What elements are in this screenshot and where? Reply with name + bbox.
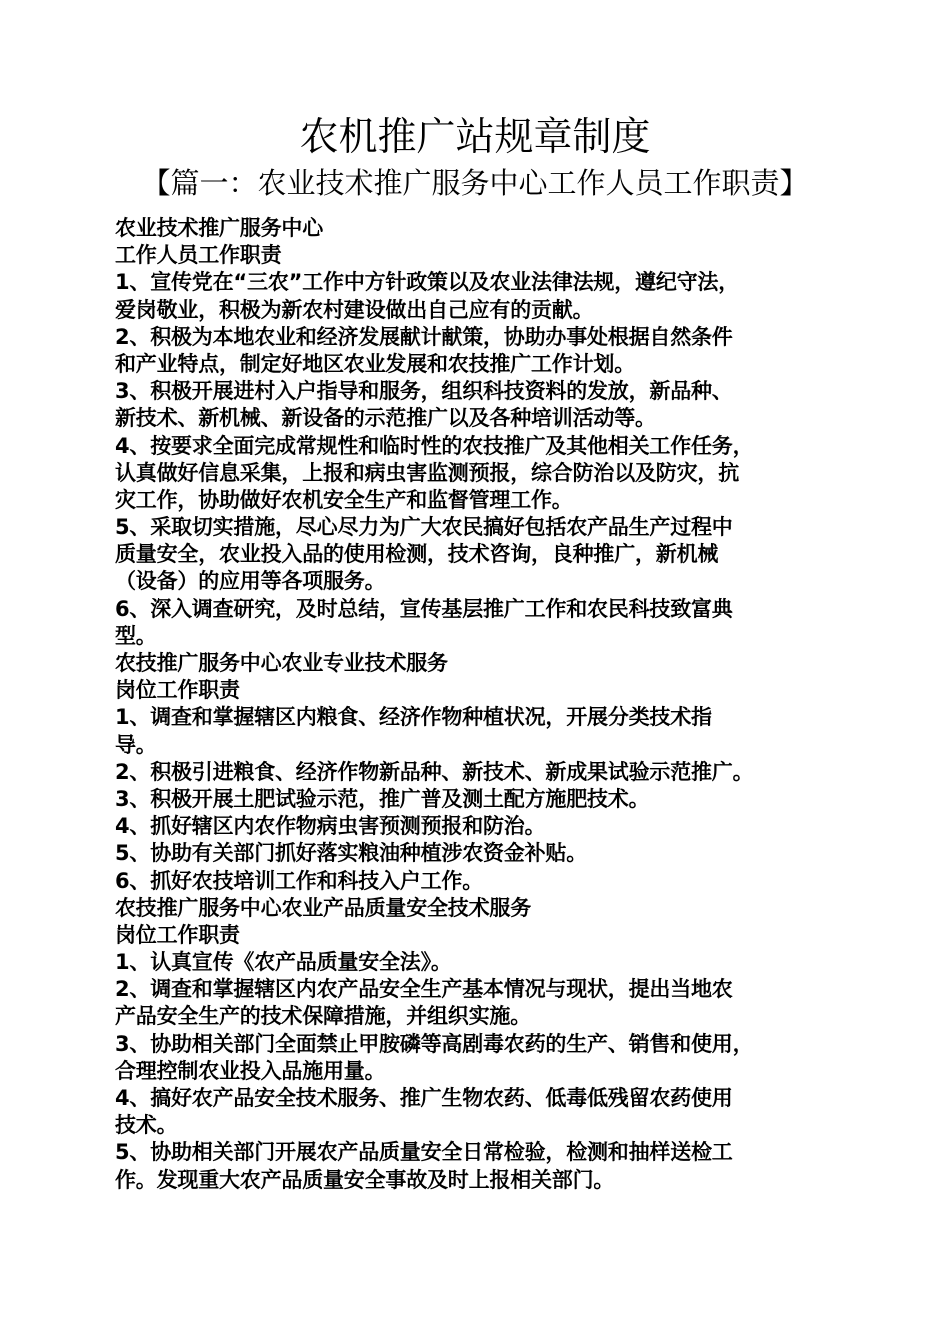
text-line: 技术。 xyxy=(115,1113,178,1138)
text-line: 3、积极开展进村入户指导和服务，组织科技资料的发放，新品种、 xyxy=(115,379,733,404)
text-line: 1、宣传党在“三农”工作中方针政策以及农业法律法规，遵纪守法， xyxy=(115,270,740,295)
text-line: 5、采取切实措施，尽心尽力为广大农民搞好包括农产品生产过程中 xyxy=(115,515,733,540)
text-line: 5、协助有关部门抓好落实粮油种植涉农资金补贴。 xyxy=(115,841,588,866)
text-line: 导。 xyxy=(115,732,157,757)
text-line: 5、协助相关部门开展农产品质量安全日常检验，检测和抽样送检工 xyxy=(115,1140,733,1165)
text-line: 2、调查和掌握辖区内农产品安全生产基本情况与现状，提出当地农 xyxy=(115,977,733,1002)
text-line: 灾工作，协助做好农机安全生产和监督管理工作。 xyxy=(115,487,573,512)
text-line: 和产业特点，制定好地区农业发展和农技推广工作计划。 xyxy=(115,351,635,376)
text-line: （设备）的应用等各项服务。 xyxy=(115,569,386,594)
page-subtitle: 【篇一：农业技术推广服务中心工作人员工作职责】 xyxy=(141,166,809,200)
text-line: 4、抓好辖区内农作物病虫害预测预报和防治。 xyxy=(115,814,546,839)
page-title: 农机推广站规章制度 xyxy=(299,115,651,160)
text-line: 质量安全，农业投入品的使用检测，技术咨询，良种推广，新机械 xyxy=(115,542,719,567)
text-line: 2、积极为本地农业和经济发展献计献策，协助办事处根据自然条件 xyxy=(115,324,733,349)
text-line: 3、协助相关部门全面禁止甲胺磷等高剧毒农药的生产、销售和使用， xyxy=(115,1031,754,1056)
text-line: 新技术、新机械、新设备的示范推广以及各种培训活动等。 xyxy=(115,406,656,431)
text-line: 4、按要求全面完成常规性和临时性的农技推广及其他相关工作任务， xyxy=(115,433,754,458)
text-line: 岗位工作职责 xyxy=(115,922,240,947)
text-line: 6、深入调查研究，及时总结，宣传基层推广工作和农民科技致富典 xyxy=(115,596,733,621)
text-line: 爱岗敬业，积极为新农村建设做出自己应有的贡献。 xyxy=(115,297,594,322)
text-line: 农业技术推广服务中心 xyxy=(115,216,323,240)
text-line: 产品安全生产的技术保障措施，并组织实施。 xyxy=(115,1004,531,1029)
text-line: 3、积极开展土肥试验示范，推广普及测土配方施肥技术。 xyxy=(115,786,650,811)
text-line: 1、认真宣传《农产品质量安全法》。 xyxy=(115,950,452,975)
text-line: 岗位工作职责 xyxy=(115,678,240,703)
text-line: 6、抓好农技培训工作和科技入户工作。 xyxy=(115,868,484,893)
text-line: 农技推广服务中心农业专业技术服务 xyxy=(115,651,448,675)
document-body xyxy=(115,215,850,1194)
text-line: 工作人员工作职责 xyxy=(115,243,282,268)
text-line: 型。 xyxy=(115,623,157,648)
text-line: 2、积极引进粮食、经济作物新品种、新技术、新成果试验示范推广。 xyxy=(115,759,754,784)
text-line: 认真做好信息采集，上报和病虫害监测预报，综合防治以及防灾，抗 xyxy=(115,460,739,485)
text-line: 作。发现重大农产品质量安全事故及时上报相关部门。 xyxy=(115,1167,615,1192)
text-line: 农技推广服务中心农业产品质量安全技术服务 xyxy=(115,895,531,920)
text-line: 4、搞好农产品安全技术服务、推广生物农药、低毒低残留农药使用 xyxy=(115,1086,733,1110)
text-line: 1、调查和掌握辖区内粮食、经济作物种植状况，开展分类技术指 xyxy=(115,705,712,730)
text-line: 合理控制农业投入品施用量。 xyxy=(115,1058,386,1083)
